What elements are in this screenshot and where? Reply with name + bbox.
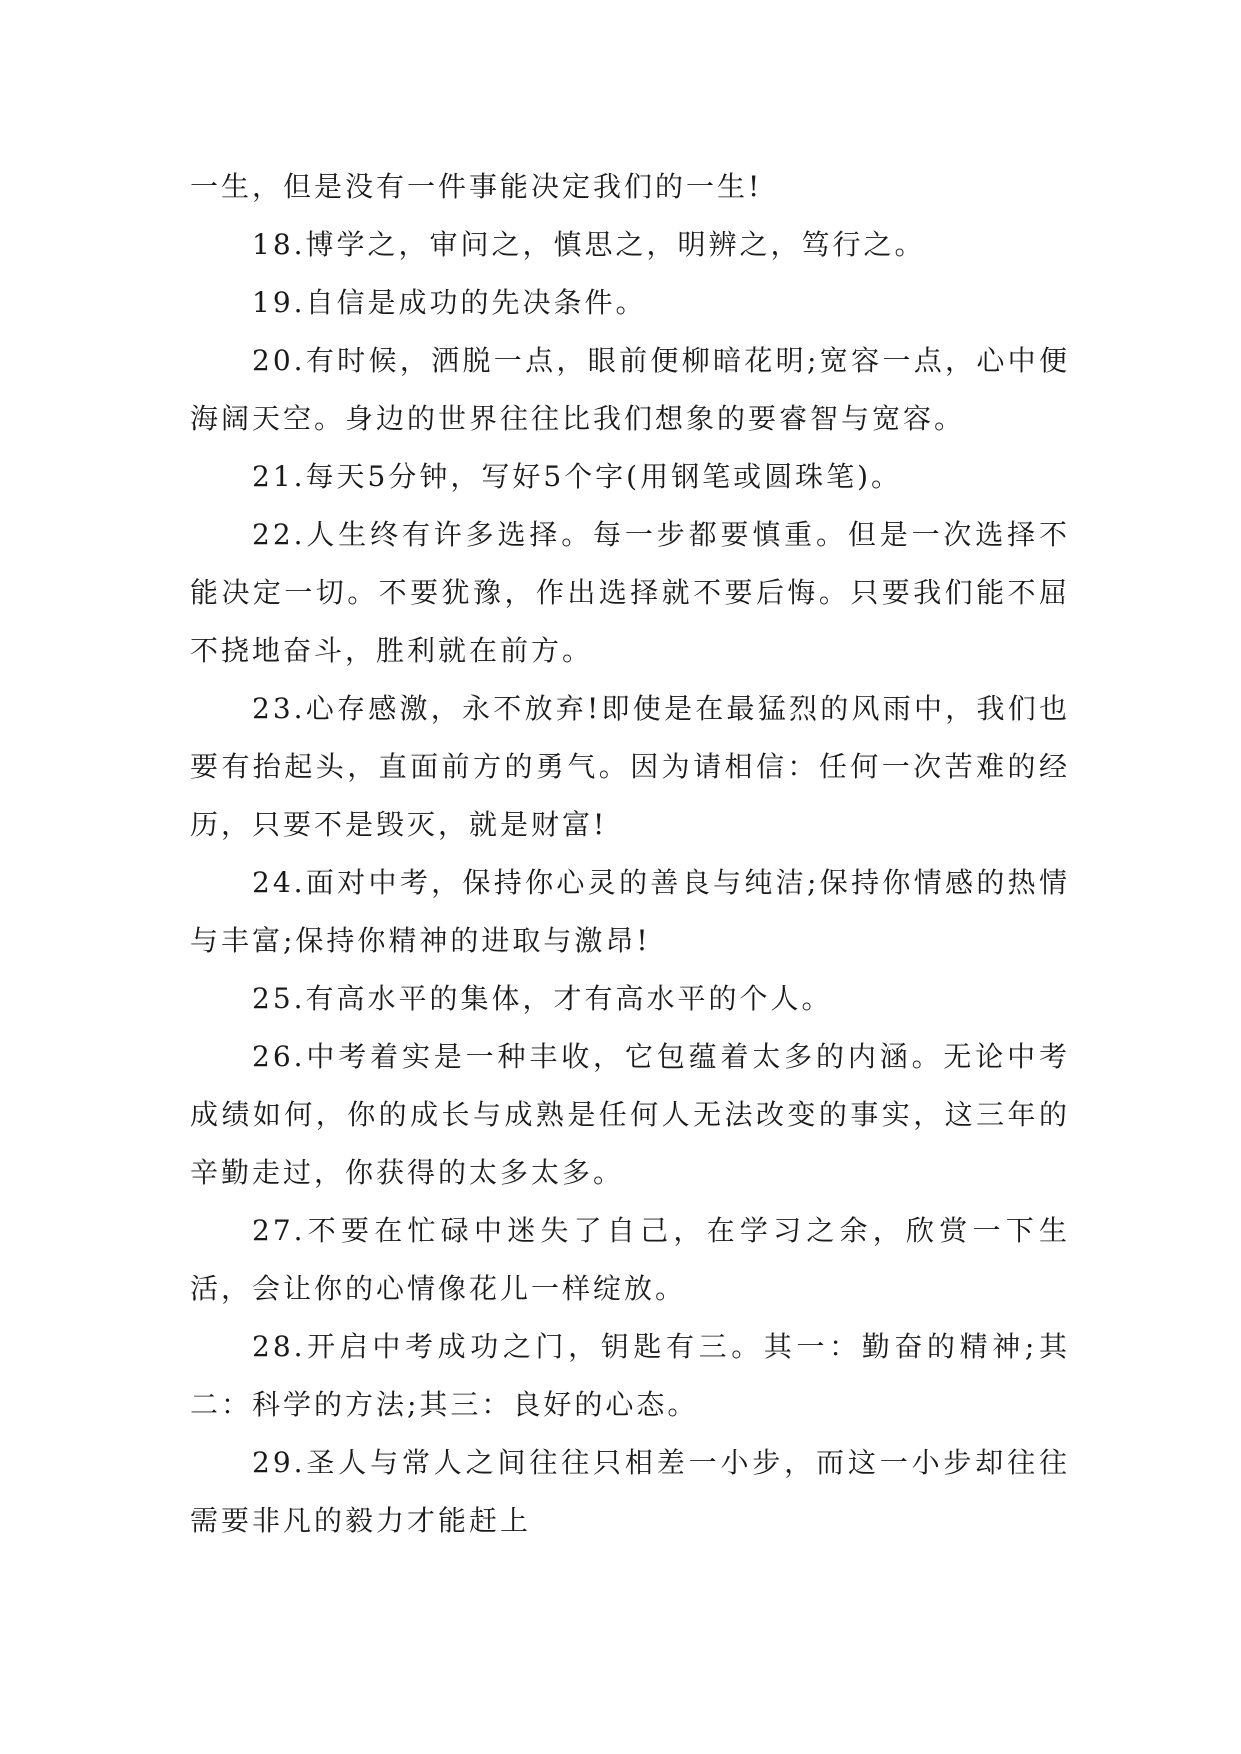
paragraph-item-29: 29.圣人与常人之间往往只相差一小步，而这一小步却往往需要非凡的毅力才能赶上: [190, 1446, 1070, 1537]
paragraph-continuation: 一生，但是没有一件事能决定我们的一生!: [190, 170, 763, 203]
paragraph-item-26: 26.中考着实是一种丰收，它包蕴着太多的内涵。无论中考成绩如何，你的成长与成熟是任何人无法改变的事实，这三年的辛勤走过，你获得的太多太多。: [190, 1040, 1070, 1189]
paragraph-item-22: 22.人生终有许多选择。每一步都要慎重。但是一次选择不能决定一切。不要犹豫，作出选择就不要后悔。只要我们能不屈不挠地奋斗，胜利就在前方。: [190, 518, 1070, 667]
paragraph-item-24: 24.面对中考，保持你心灵的善良与纯洁;保持你情感的热情与丰富;保持你精神的进取与激昂!: [190, 866, 1070, 957]
paragraph-item-27: 27.不要在忙碌中迷失了自己，在学习之余，欣赏一下生活，会让你的心情像花儿一样绽放。: [190, 1214, 1070, 1305]
paragraph-item-19: 19.自信是成功的先决条件。: [252, 286, 647, 319]
paragraph-item-28: 28.开启中考成功之门，钥匙有三。其一：勤奋的精神;其二：科学的方法;其三：良好的心态。: [190, 1330, 1070, 1421]
paragraph-item-20: 20.有时候，洒脱一点，眼前便柳暗花明;宽容一点，心中便海阔天空。身边的世界往往比我们想象的要睿智与宽容。: [190, 344, 1070, 435]
paragraph-item-23: 23.心存感激，永不放弃!即使是在最猛烈的风雨中，我们也要有抬起头，直面前方的勇气。因为请相信：任何一次苦难的经历，只要不是毁灭，就是财富!: [190, 692, 1070, 841]
paragraph-item-21: 21.每天5分钟，写好5个字(用钢笔或圆珠笔)。: [252, 460, 903, 493]
paragraph-item-18: 18.博学之，审问之，慎思之，明辨之，笃行之。: [252, 228, 926, 261]
document-body: [190, 158, 1070, 1550]
paragraph-item-25: 25.有高水平的集体，才有高水平的个人。: [252, 982, 833, 1015]
